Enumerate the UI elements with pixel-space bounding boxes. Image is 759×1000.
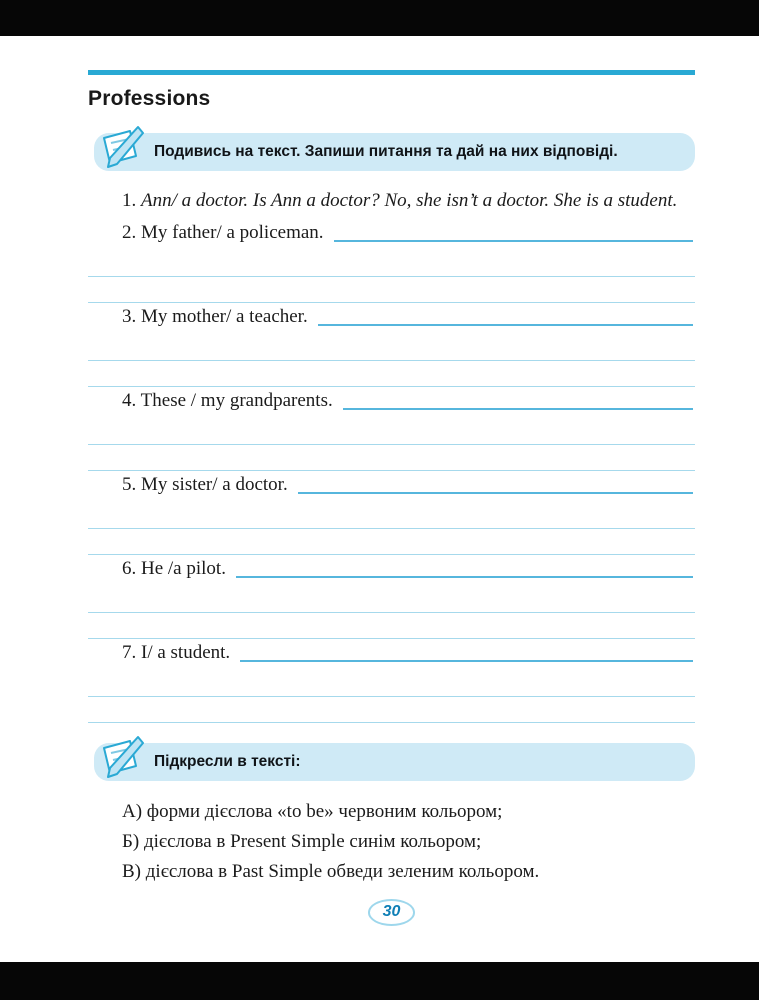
exercise-item [88, 387, 695, 471]
underline-task-item: А) форми дієслова «to be» червоним кольором; [122, 801, 503, 822]
answer-blank-line[interactable] [236, 576, 693, 578]
item-prompt-row [88, 387, 695, 414]
underline-task-list [88, 797, 695, 887]
writing-line[interactable] [88, 414, 695, 445]
header-divider [88, 70, 695, 75]
writing-line[interactable] [88, 361, 695, 387]
example-number: 1. [122, 190, 137, 211]
answer-blank-line[interactable] [318, 324, 693, 326]
underline-task-item: Б) дієслова в Present Simple синім кольором; [122, 831, 482, 852]
exercise-item [88, 303, 695, 387]
task2-instruction-banner [94, 743, 695, 781]
underline-task-item: В) дієслова в Past Simple обведи зеленим кольором. [122, 861, 540, 882]
writing-line[interactable] [88, 613, 695, 639]
writing-line[interactable] [88, 582, 695, 613]
writing-line[interactable] [88, 666, 695, 697]
writing-line[interactable] [88, 277, 695, 303]
example-sentence [88, 187, 695, 215]
item-prompt: 2. My father/ a policeman. [122, 222, 324, 243]
answer-blank-line[interactable] [334, 240, 693, 242]
writing-line[interactable] [88, 330, 695, 361]
exercise-section [88, 187, 695, 723]
item-prompt: 7. I/ a student. [122, 642, 231, 663]
pencil-notebook-icon [96, 124, 146, 172]
item-prompt: 6. He /a pilot. [122, 558, 226, 579]
writing-line[interactable] [88, 445, 695, 471]
pencil-notebook-icon [96, 734, 146, 782]
item-prompt-row [88, 639, 695, 666]
item-prompt: 4. These / my grandparents. [122, 390, 333, 411]
top-black-bar [0, 0, 759, 36]
item-prompt-row [88, 219, 695, 246]
task1-instruction: Подивись на текст. Запиши питання та дай на них відповіді. [154, 143, 618, 160]
bottom-black-bar [0, 962, 759, 1000]
page-number-badge: 30 [368, 899, 416, 926]
exercise-item [88, 639, 695, 723]
exercise-item [88, 219, 695, 303]
exercise-item [88, 471, 695, 555]
page-number-area [88, 899, 695, 926]
answer-blank-line[interactable] [240, 660, 693, 662]
answer-blank-line[interactable] [298, 492, 693, 494]
exercise-item [88, 555, 695, 639]
workbook-page [88, 70, 695, 926]
page-title: Professions [88, 87, 211, 110]
writing-line[interactable] [88, 246, 695, 277]
item-prompt-row [88, 303, 695, 330]
item-prompt: 3. My mother/ a teacher. [122, 306, 308, 327]
task2-instruction: Підкресли в тексті: [154, 753, 301, 770]
item-prompt: 5. My sister/ a doctor. [122, 474, 288, 495]
writing-line[interactable] [88, 529, 695, 555]
item-prompt-row [88, 471, 695, 498]
writing-line[interactable] [88, 697, 695, 723]
item-prompt-row [88, 555, 695, 582]
task1-instruction-banner [94, 133, 695, 171]
answer-blank-line[interactable] [343, 408, 693, 410]
example-text: Ann/ a doctor. Is Ann a doctor? No, she isn’t a doctor. She is a student. [141, 190, 678, 211]
writing-line[interactable] [88, 498, 695, 529]
